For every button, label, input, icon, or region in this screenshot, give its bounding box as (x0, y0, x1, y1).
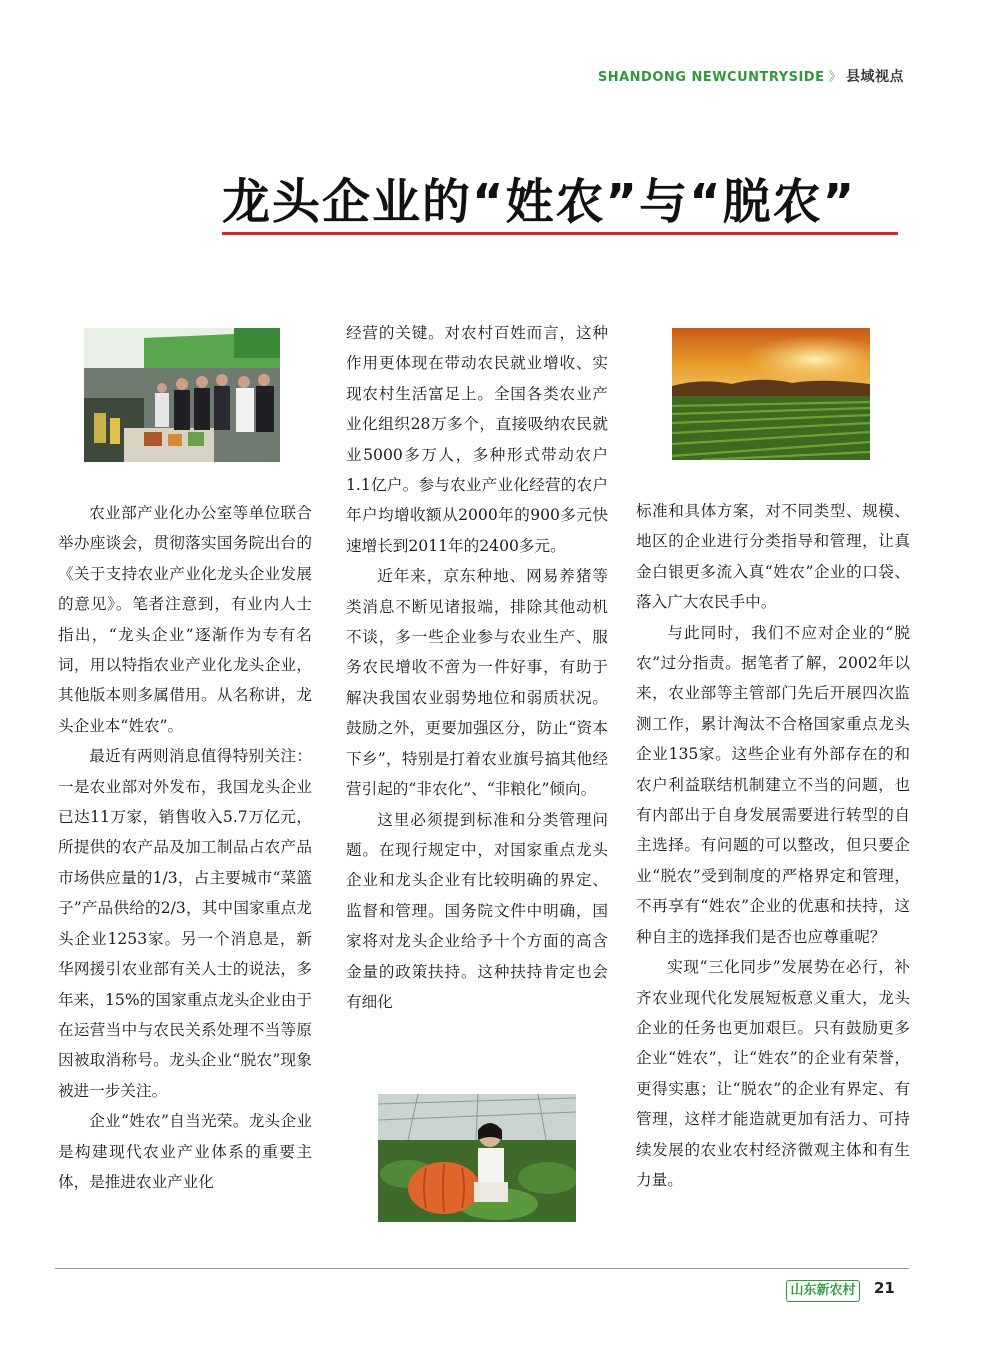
article-column-3 (636, 496, 910, 1195)
paragraph: 最近有两则消息值得特别关注：一是农业部对外发布，我国龙头企业已达11万家，销售收入5.7万亿元，所提供的农产品及加工制品占农产品市场供应量的1/3，占主要城市“菜篮子”产品供给的2/3，其中国家重点龙头企业1253家。另一个消息是，新华网援引农业部有关人士的说法，多年来，15%的国家重点龙头企业由于在运营当中与农民关系处理不当等原因被取消称号。龙头企业“脱农”现象被进一步关注。 (58, 747, 312, 1100)
paragraph: 标准和具体方案，对不同类型、规模、地区的企业进行分类指导和管理，让真金白银更多流入真“姓农”企业的口袋、落入广大农民手中。 (636, 502, 910, 612)
photo-sunset-field (672, 328, 870, 460)
article-column-1 (58, 498, 312, 1197)
paragraph: 这里必须提到标准和分类管理问题。在现行规定中，对国家重点龙头企业和龙头企业有比较明确的界定、监督和管理。国务院文件中明确，国家将对龙头企业给予十个方面的高含金量的政策扶持。这种扶持肯定也会有细化 (346, 810, 608, 1011)
photo-woman-pumpkin (378, 1094, 576, 1222)
photo-officials-exhibit (84, 328, 280, 462)
paragraph: 近年来，京东种地、网易养猪等类消息不断见诸报端，排除其他动机不谈，多一些企业参与农业生产、服务农民增收不啻为一件好事，有助于解决我国农业弱势地位和弱质状况。鼓励之外，更要加强区分，防止“资本下乡”，特别是打着农业旗号搞其他经营引起的“非农化”、“非粮化”倾向。 (346, 567, 608, 799)
paragraph: 经营的关键。对农村百姓而言，这种作用更体现在带动农民就业增收、实现农村生活富足上。全国各类农业产业化组织28万多个，直接吸纳农民就业5000多万人，多种形式带动农户1.1亿户。参与农业产业化经营的农户年户均增收额从2000年的900多元快速增长到2011年的2400多元。 (346, 324, 608, 555)
header-separator: 》 (828, 70, 842, 85)
page-number: 21 (874, 1279, 895, 1297)
paragraph: 企业“姓农”自当光荣。龙头企业是构建现代农业产业体系的重要主体，是推进农业产业化 (58, 1112, 312, 1191)
paragraph: 农业部产业化办公室等单位联合举办座谈会，贯彻落实国务院出台的《关于支持农业产业化龙头企业发展的意见》。笔者注意到，有业内人士指出，“龙头企业”逐渐作为专有名词，用以特指农业产业化龙头企业，其他版本则多属借用。从名称讲，龙头企业本“姓农”。 (58, 504, 312, 735)
footer-rule (55, 1268, 909, 1269)
title-underline (222, 232, 898, 235)
article-title: 龙头企业的“姓农”与“脱农” (222, 174, 857, 230)
section-name: 县域视点 (846, 69, 904, 85)
article-column-2 (346, 318, 608, 1017)
magazine-logo: 山东新农村 (786, 1280, 860, 1302)
magazine-brand: SHANDONG NEWCUNTRYSIDE (597, 70, 825, 85)
paragraph: 与此同时，我们不应对企业的“脱农”过分指责。据笔者了解，2002年以来，农业部等主管部门先后开展四次监测工作，累计淘汰不合格国家重点龙头企业135家。这些企业有外部存在的和农户利益联结机制建立不当的问题，也有内部出于自身发展需要进行转型的自主选择。有问题的可以整改，但只要企业“脱农”受到制度的严格界定和管理，不再享有“姓农”企业的优惠和扶持，这种自主的选择我们是否也应尊重呢？ (636, 623, 910, 946)
paragraph: 实现“三化同步”发展势在必行，补齐农业现代化发展短板意义重大，龙头企业的任务也更加艰巨。只有鼓励更多企业“姓农”，让“姓农”的企业有荣誉，更得实惠；让“脱农”的企业有界定、有管理，这样才能造就更加有活力、可持续发展的农业农村经济微观主体和有生力量。 (636, 958, 910, 1189)
running-header (598, 66, 904, 86)
